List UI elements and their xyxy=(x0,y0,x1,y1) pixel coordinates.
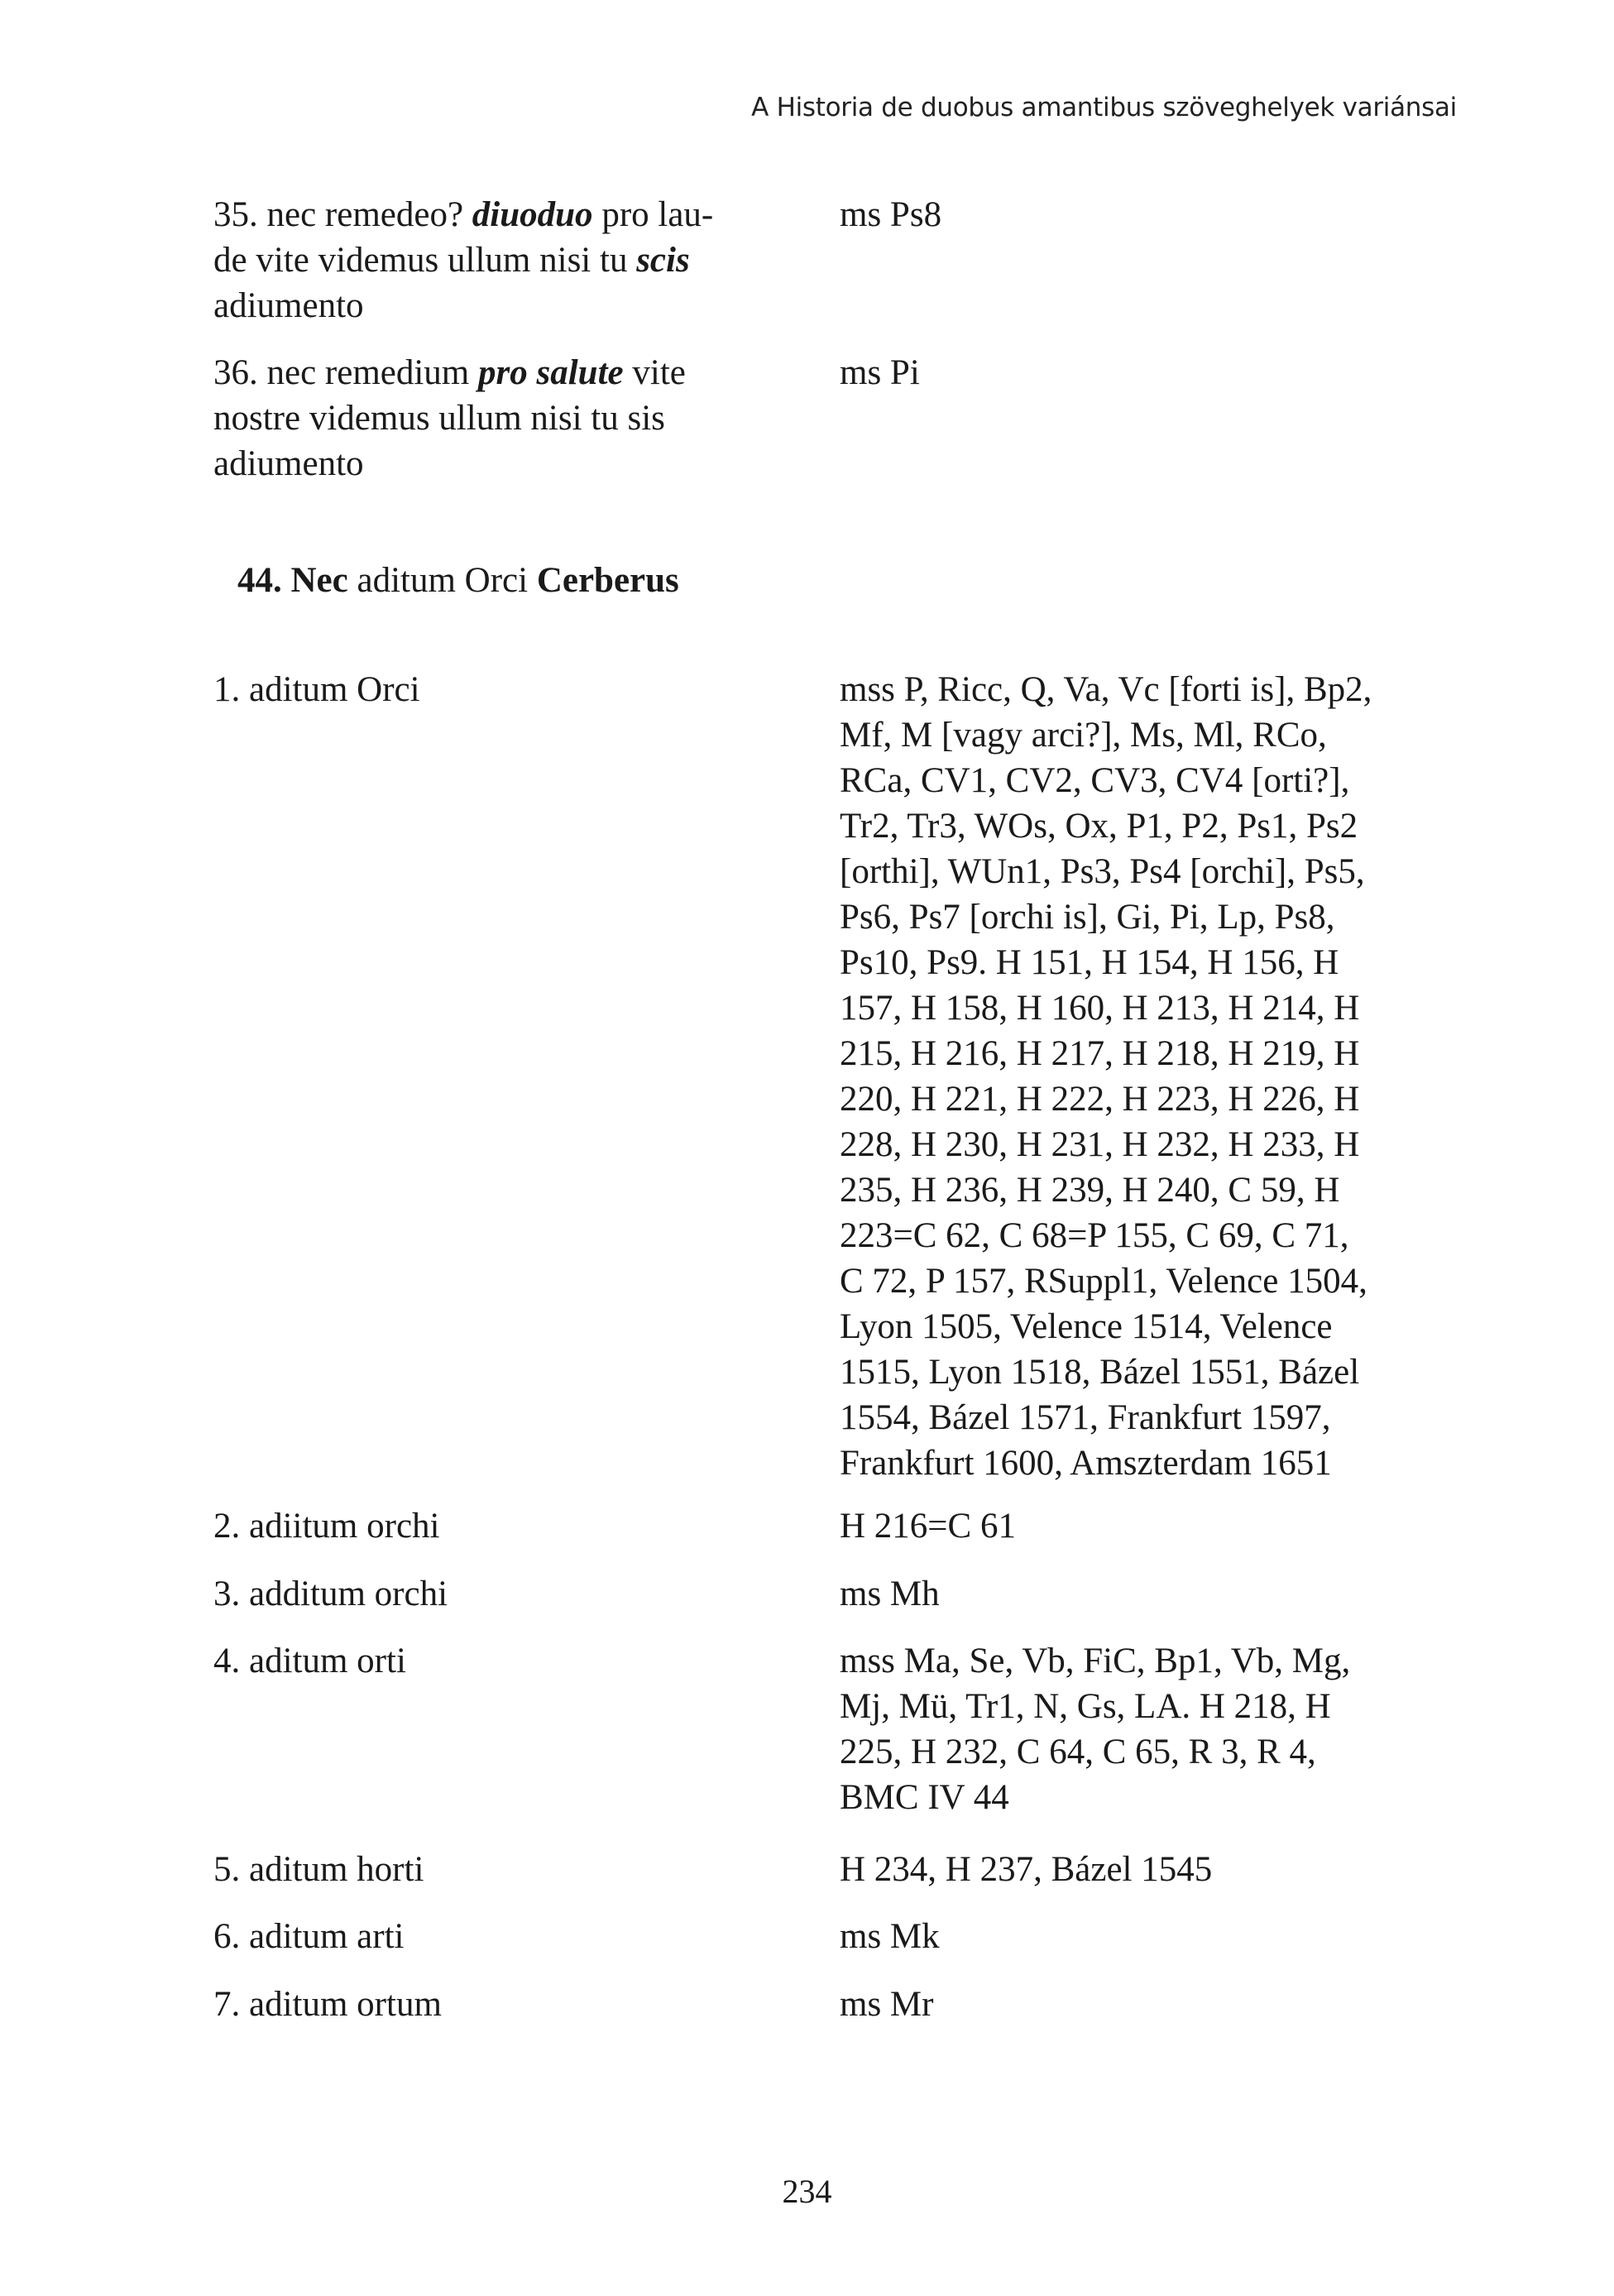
variant-text: 6. aditum arti xyxy=(213,1917,405,1956)
variant-sources: ms Pi xyxy=(840,353,920,392)
variant-text: 3. additum orchi xyxy=(213,1575,448,1613)
emphasis: scis xyxy=(636,241,690,280)
emphasis: pro salute xyxy=(478,353,624,392)
variant-text: 7. aditum ortum xyxy=(213,1985,442,2024)
variant-text: 2. adiitum orchi xyxy=(213,1507,440,1546)
variant-text: 35. nec remedeo? diuoduo pro lau- de vite videmus ullum nisi tu scis adiumento xyxy=(213,195,714,325)
variant-text: 36. nec remedium pro salute vite nostre videmus ullum nisi tu sis adiumento xyxy=(213,353,686,483)
variant-sources: H 216=C 61 xyxy=(840,1507,1016,1546)
variant-text: 4. aditum orti xyxy=(213,1642,406,1680)
emphasis: diuoduo xyxy=(472,195,593,234)
variant-text: 5. aditum horti xyxy=(213,1850,424,1889)
page-number: 234 xyxy=(782,2173,832,2210)
variant-sources: mss Ma, Se, Vb, FiC, Bp1, Vb, Mg, Mj, Mü, Tr1, N, Gs, LA. H 218, H 225, H 232, C 64, C 65, R 3, R 4, BMC IV 44 xyxy=(840,1642,1351,1817)
variant-sources: ms Mh xyxy=(840,1575,940,1613)
running-header: A Historia de duobus amantibus szöveghelyek variánsai xyxy=(751,93,1457,122)
section-heading: 44. Nec aditum Orci Cerberus xyxy=(237,561,679,600)
variant-sources: mss P, Ricc, Q, Va, Vc [forti is], Bp2, Mf, M [vagy arci?], Ms, Ml, RCo, RCa, CV1, CV2, CV3, CV4 [orti?], Tr2, Tr3, WOs, Ox, P1, P2, Ps1, Ps2 [orthi], WUn1, Ps3, Ps4 [orchi], Ps5, Ps6, Ps7 [orchi is], Gi, Pi, Lp, Ps8, Ps10, Ps9. H 151, H 154, H 156, H 157, H 158, H 160, H 213, H 214, H 215, H 216, H 217, H 218, H 219, H 220, H 221, H 222, H 223, H 226, H 228, H 230, H 231, H 232, H 233, H 235, H 236, H 239, H 240, C 59, H 223=C 62, C 68=P 155, C 69, C 71, C 72, P 157, RSuppl1, Velence 1504, Lyon 1505, Velence 1514, Velence 1515, Lyon 1518, Bázel 1551, Bázel 1554, Bázel 1571, Frankfurt 1597, Frankfurt 1600, Amszterdam 1651 xyxy=(840,670,1372,1483)
variant-sources: ms Ps8 xyxy=(840,195,942,234)
variant-sources: H 234, H 237, Bázel 1545 xyxy=(840,1850,1213,1889)
variant-sources: ms Mk xyxy=(840,1917,940,1956)
variant-text: 1. aditum Orci xyxy=(213,670,420,709)
variant-sources: ms Mr xyxy=(840,1985,934,2024)
